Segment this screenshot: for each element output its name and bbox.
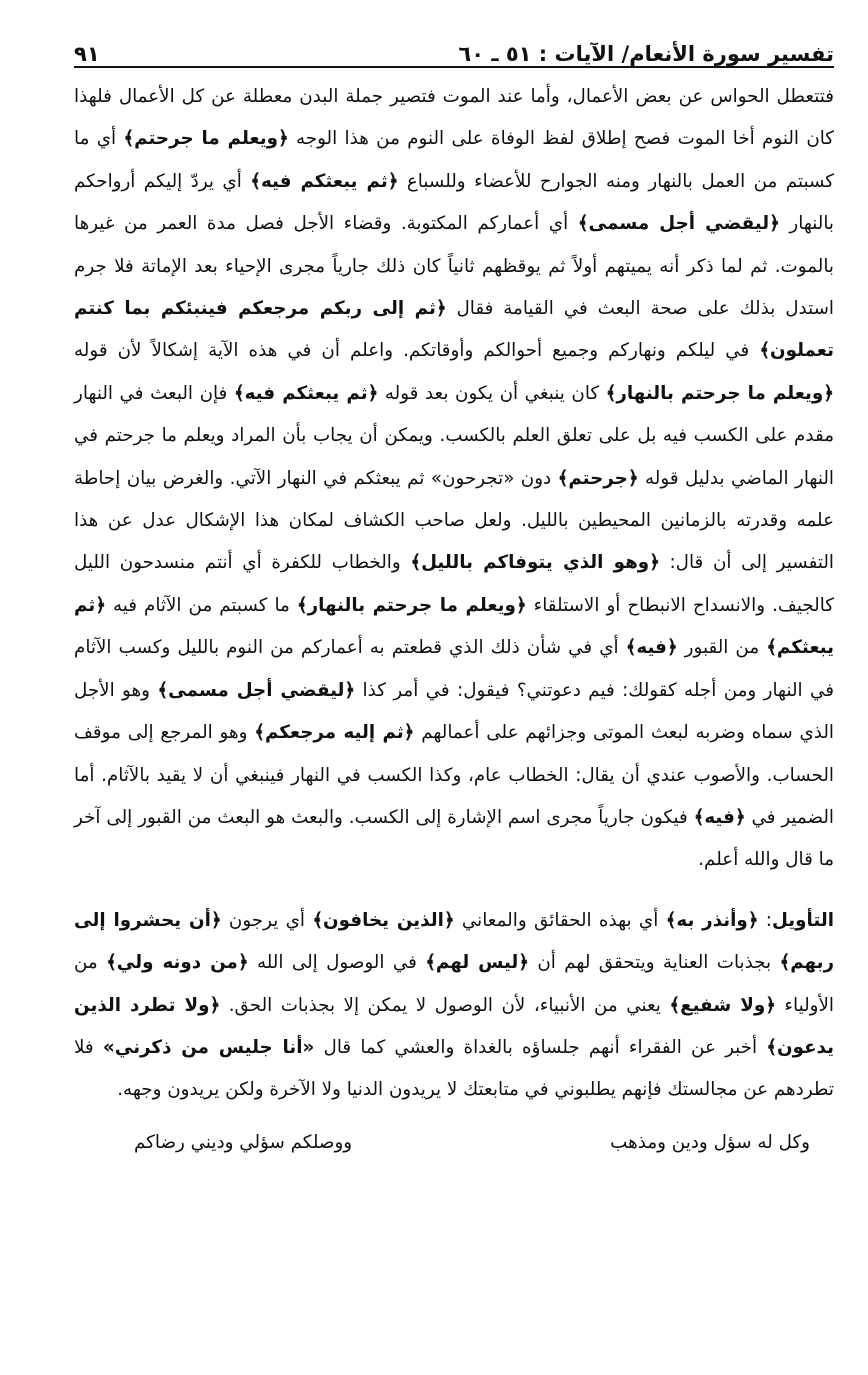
quran-quote: ﴿أن يحشروا إلى ربهم﴾ bbox=[74, 909, 834, 974]
body-text-segment: يعني من الأنبياء، لأن الوصول لا يمكن إلا بجذبات الحق. bbox=[220, 994, 670, 1016]
body-text-segment: ما كسبتم من الآثام فيه bbox=[105, 594, 297, 616]
body-text-segment: أي ما كسبتم من العمل بالنهار ومنه الجوارح للأعضاء وللسباع bbox=[74, 128, 834, 192]
quran-quote: ﴿ليقضي أجل مسمى﴾ bbox=[157, 679, 356, 701]
commentary-paragraph bbox=[74, 76, 834, 882]
quran-quote: ﴿ويعلم ما جرحتم﴾ bbox=[123, 128, 289, 150]
quran-quote: ﴿ويعلم ما جرحتم بالنهار﴾ bbox=[605, 382, 834, 404]
body-text-segment: في الوصول إلى الله bbox=[248, 952, 426, 974]
body-text-segment: وهو الأجل الذي سماه وضربه لبعث الموتى وجزائهم على أعمالهم bbox=[74, 679, 835, 744]
body-text-segment: من القبور bbox=[677, 637, 767, 659]
page-header bbox=[74, 30, 834, 68]
quran-quote: ﴿فيه﴾ bbox=[625, 637, 678, 659]
quran-quote: ﴿ليس لهم﴾ bbox=[425, 952, 529, 974]
quran-quote: «أنا جليس من ذكرني» bbox=[102, 1036, 315, 1058]
quran-quote: ﴿الذين يخافون﴾ bbox=[312, 909, 455, 931]
quran-quote: ﴿ثم يبعثكم فيه﴾ bbox=[233, 382, 379, 404]
verse-hemistich-second: ووصلكم سؤلي وديني رضاكم bbox=[134, 1131, 353, 1153]
body-text-segment: أي في شأن ذلك الذي قطعتم به أعماركم من النوم بالليل وكسب الآثام في النهار ومن أجله كقولك: فيم دعوتني؟ فيقول: في أمر كذا bbox=[74, 637, 835, 701]
section-label: التأويل bbox=[771, 909, 834, 931]
poetry-verse bbox=[74, 1122, 834, 1164]
book-page bbox=[74, 30, 834, 1350]
quran-quote: ﴿ولا شفيع﴾ bbox=[669, 994, 776, 1016]
running-title: تفسير سورة الأنعام/ الآيات : ٥١ ـ ٦٠ bbox=[458, 42, 834, 66]
body-text-segment: وهو المرجع إلى موقف الحساب. والأصوب عندي أن يقال: الخطاب عام، وكذا الكسب في النهار فينبغي أن لا يقيد بالآثام. أما الضمير في bbox=[74, 722, 834, 828]
body-text-segment: أي يردّ إليكم أرواحكم بالنهار bbox=[74, 170, 834, 235]
quran-quote: ﴿ثم إليه مرجعكم﴾ bbox=[254, 722, 415, 744]
quran-quote: ﴿ثم يبعثكم فيه﴾ bbox=[250, 170, 399, 192]
quran-quote: ﴿ولا تطرد الذين يدعون﴾ bbox=[74, 994, 834, 1058]
body-text-segment: فلا تطردهم عن مجالستك فإنهم يطلبوني في متابعتك لا يريدون الدنيا ولا الآخرة ولكن يريدون وجهه. bbox=[74, 1036, 834, 1101]
body-text-segment: بجذبات العناية ويتحقق لهم أن bbox=[529, 952, 780, 974]
quran-quote: ﴿جرحتم﴾ bbox=[557, 467, 639, 489]
quran-quote: ﴿وأنذر به﴾ bbox=[665, 909, 759, 931]
body-text-segment: كان ينبغي أن يكون بعد قوله bbox=[378, 382, 606, 404]
tawil-paragraph bbox=[74, 900, 834, 1112]
quran-quote: ﴿ثم يبعثكم﴾ bbox=[74, 594, 835, 659]
quran-quote: ﴿من دونه ولي﴾ bbox=[106, 952, 249, 974]
body-text-segment: دون «تجرحون» ثم يبعثكم في النهار الآتي. والغرض بيان إحاطة علمه وقدرته بالزمانين المحيطين بالليل. ولعل صاحب الكشاف لمكان هذا الإشكال عدل عن هذا التفسير إلى أن قال: bbox=[74, 467, 834, 574]
body-text-segment: من الأولياء bbox=[74, 952, 835, 1016]
body-text-segment: : bbox=[758, 909, 772, 931]
verse-hemistich-first: وكل له سؤل ودين ومذهب bbox=[610, 1131, 810, 1153]
body-text-segment: أي يرجون bbox=[221, 909, 313, 931]
quran-quote: ﴿ليقضي أجل مسمى﴾ bbox=[577, 213, 780, 235]
page-body bbox=[74, 76, 834, 1112]
body-text-segment: فيكون جارياً مجرى اسم الإشارة إلى الكسب. والبعث هو البعث من القبور إلى آخر ما قال والله أعلم. bbox=[74, 806, 834, 871]
quran-quote: ﴿وهو الذي يتوفاكم بالليل﴾ bbox=[410, 552, 660, 574]
body-text-segment: أي أعماركم المكتوبة. وقضاء الأجل فصل مدة العمر من غيرها بالموت. ثم لما ذكر أنه يميتهم أولاً ثم يوقظهم ثانياً كان ذلك جارياً مجرى الإحياء بعد الإماتة فلا جرم استدل بذلك على صحة البعث في القيامة فقال bbox=[74, 213, 834, 320]
body-text-segment: في ليلكم ونهاركم وجميع أحوالكم وأوقاتكم. واعلم أن في هذه الآية إشكالاً لأن قوله bbox=[74, 340, 760, 362]
quran-quote: ﴿فيه﴾ bbox=[693, 806, 746, 828]
body-text-segment: فتتعطل الحواس عن بعض الأعمال، وأما عند الموت فتصير جملة البدن معطلة عن كل الأعمال فلهذا كان النوم أخا الموت فصح إطلاق لفظ الوفاة على النوم من هذا الوجه bbox=[74, 86, 835, 150]
page-number: ٩١ bbox=[74, 42, 100, 66]
body-text-segment: أخبر عن الفقراء أنهم جلساؤه بالغداة والعشي كما قال bbox=[314, 1036, 767, 1058]
quran-quote: ﴿ويعلم ما جرحتم بالنهار﴾ bbox=[296, 594, 527, 616]
quran-quote: ﴿ثم إلى ربكم مرجعكم فينبئكم بما كنتم تعملون﴾ bbox=[74, 298, 834, 362]
body-text-segment: أي بهذه الحقائق والمعاني bbox=[454, 909, 666, 931]
body-text-segment: فإن البعث في النهار مقدم على الكسب فيه بل على تعلق العلم بالكسب. ويمكن أن يجاب بأن المراد ويعلم ما جرحتم في النهار الماضي بدليل قوله bbox=[74, 382, 834, 489]
body-text-segment: والخطاب للكفرة أي أنتم منسدحون الليل كالجيف. والانسداح الانبطاح أو الاستلقاء bbox=[74, 552, 834, 616]
